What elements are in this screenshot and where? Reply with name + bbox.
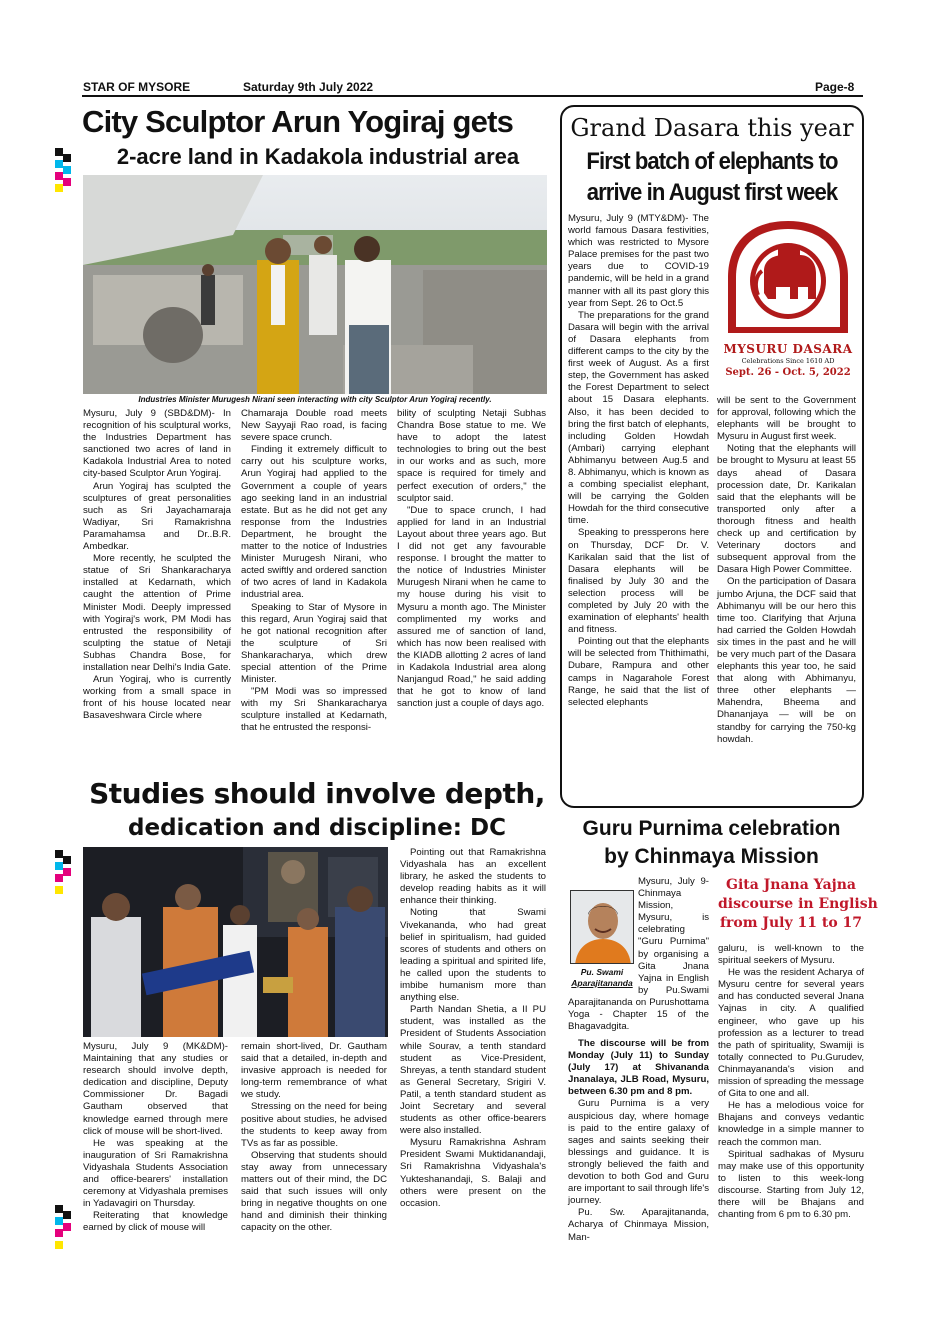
paragraph: bility of sculpting Netaji Subhas Chandra Bose statue to me. We have to adopt the latest technologies to bring out the best in our works and as such, more space is required for timely and perfect execution of orders," the sculptor said. [397, 408, 546, 504]
paragraph: "PM Modi was so impressed with my Sri Shankaracharya sculpture installed at Kedarnath, that he entrusted the responsi- [241, 686, 387, 734]
registration-mark [63, 1211, 71, 1219]
article1-headline-line1: City Sculptor Arun Yogiraj gets [82, 104, 514, 139]
dasara-elephant-emblem [718, 215, 858, 345]
article4-lead [568, 876, 709, 1033]
registration-mark [55, 1217, 63, 1225]
article2-kicker: Grand Dasara this year [570, 114, 854, 142]
paragraph: Pu. Sw. Aparajitananda, Acharya of Chinmaya Mission, Man- [568, 1207, 709, 1243]
dasara-logo-dates: Sept. 26 - Oct. 5, 2022 [725, 367, 851, 378]
paragraph: Parth Nandan Shetia, a II PU student, was installed as the President of Students Association while Sourav, a tenth standard student as Vice-President, Shreyas, a tenth standard student as General Secretary, Srigiri V. Patil, a tenth standard student as Joint Secretary and several students as other office-bearers were also installed. [400, 1004, 546, 1137]
registration-mark [55, 850, 63, 858]
article4-headline-line1: Guru Purnima celebration [582, 817, 841, 840]
paragraph: Pointing out that the elephants will be selected from Thithimathi, Dubare, Rampura and other camps in Nagarahole Forest Range, he said that the list of selected elephants [568, 636, 709, 708]
paragraph: The discourse will be from Monday (July 11) to Sunday (July 17) at Shivananda Jnanalaya, JLB Road, Mysuru, between 6.30 pm and 8 pm. [568, 1038, 709, 1098]
registration-mark [55, 148, 63, 156]
page-number: Page-8 [815, 80, 855, 94]
article3-headline-line1: Studies should involve depth, [89, 777, 545, 810]
paragraph: Reiterating that knowledge earned by click of mouse will [83, 1210, 228, 1234]
highlight-line: Gita Jnana Yajna [726, 877, 856, 893]
header-rule [82, 95, 863, 97]
paragraph: will be sent to the Government for approval, following which the elephants will be brought to Mysuru in August first week. [717, 395, 856, 443]
paragraph: Guru Purnima is a very auspicious day, where homage is paid to the entire galaxy of sages and saints seeking their blessings and guidance. It is strongly believed the faith and devotion to both God and Guru are important to sail through life's journey. [568, 1098, 710, 1207]
article1-photo [83, 175, 547, 394]
article2-column-2 [717, 395, 856, 746]
paragraph: Speaking to Star of Mysore in this regard, Arun Yogiraj said that he got national recognition after the sculpture of Sri Shankaracharya, which drew special attention of the Prime Minister. [241, 601, 387, 686]
paragraph: More recently, he sculpted the statue of Sri Shankaracharya installed at Kedarnath, which caught the attention of Prime Minister Modi. Deeply impressed with Yogiraj's work, PM Modi has entrusted the responsibility of sculpting the statue of Netaji Subhas Chandra Bose, for installation near Delhi's India Gate. [83, 553, 231, 673]
registration-mark [63, 178, 71, 186]
dasara-logo-title: MYSURU DASARA [723, 342, 853, 356]
paragraph: He was the resident Acharya of Mysuru centre for several years and has conducted several Jnana Yajnas in city. A qualified engineer, who gave up his profession as a lecturer to tread the path of spirituality, Swamiji is totally connected to Pu.Gurudev, Chinmayananda's vision and mission of spreading the message of Gita to one and all. [718, 967, 864, 1100]
article2-headline-line1: First batch of elephants to [586, 148, 838, 175]
paragraph: Mysuru, July 9 (MK&DM)- Maintaining that any studies or research should involve depth, dedication and discipline, Deputy Commissioner Dr. Bagadi Gautham observed that knowledge earned through mere click of mouse will be short-lived. [83, 1041, 228, 1137]
paragraph: Mysuru, July 9 (MTY&DM)- The world famous Dasara festivities, which was restricted to Mysore Palace premises for the past two years due to COVID-19 pandemic, will be held in a grand manner with all its past glory this year from Sept. 26 to Oct.5 [568, 213, 709, 309]
paragraph: remain short-lived, Dr. Gautham said that a detailed, in-depth and invasive approach is needed for long-term remembrance of what we study. [241, 1041, 387, 1101]
paragraph: Noting that the elephants will be brought to Mysuru at least 55 days ahead of Dasara procession date, Dr. Karikalan said that the elephants will be transported only after a thorough fitness and health check up and certification by Veterinary doctors and subsequent approval from the Dasara High Power Committee. [717, 443, 856, 576]
registration-mark [55, 1229, 63, 1237]
newspaper-name: STAR OF MYSORE [83, 80, 191, 94]
paragraph: "Due to space crunch, I had applied for land in an Industrial Layout about three years ago. But I did not get any favourable response. I brought the matter to the notice of Industries Minister Murugesh Nirani when he came to my house during his visit to Mysuru a month ago. The Minister complimented my works and assured me of sanction of land, which has now been realised with the KIADB allotting 2 acres of land in Kadakola Industrial area along Nanjangud Road," he said adding that he got to know of land sanction just a couple of days ago. [397, 504, 546, 710]
dasara-logo [718, 215, 858, 385]
article2-column-1 [568, 213, 709, 709]
issue-date: Saturday 9th July 2022 [243, 80, 374, 94]
registration-mark [63, 1223, 71, 1231]
article3-column-3 [400, 847, 546, 1210]
paragraph: He has a melodious voice for Bhajans and conveys vedantic knowledge in a simple manner to reach the common man. [718, 1100, 864, 1148]
paragraph: galuru, is well-known to the spiritual seekers of Mysuru. [718, 943, 864, 967]
article1-photo-caption: Industries Minister Murugesh Nirani seen interacting with city Sculptor Arun Yogiraj recently. [83, 394, 547, 406]
paragraph: On the participation of Dasara jumbo Arjuna, the DCF said that Abhimanyu will be our hero this time too. Clarifying that Arjuna had carried the Golden Howdah six times in the past and he will be very much part of the Dasara elephants this year too, he said that along with Abhimanyu, three other elephants — Mahendra, Bheema and Dhananjaya — will be on standby for carrying the 750-kg howdah. [717, 576, 856, 745]
highlight-line: from July 11 to 17 [719, 915, 863, 931]
paragraph: Observing that students should stay away from unnecessary matters out of their mind, the DC said that such issues will only bring in negative thoughts on one hand and diminish their thinking capacity on the other. [241, 1149, 387, 1234]
article1-column-1 [83, 408, 231, 722]
paragraph: Mysuru Ramakrishna Ashram President Swami Muktidanandaji, Sri Ramakrishna Vidyashala's Yukteshanandaji, S. Balaji and others were present on the occasion. [400, 1137, 546, 1209]
article1-headline-line2: 2-acre land in Kadakola industrial area [116, 144, 520, 169]
article4-highlight-box [718, 876, 878, 940]
registration-mark [55, 862, 63, 870]
registration-mark [55, 184, 63, 192]
paragraph: Arun Yogiraj, who is currently working from a small space in front of his house located near Basaveshwara Circle where [83, 674, 231, 722]
registration-mark [63, 166, 71, 174]
paragraph: Spiritual sadhakas of Mysuru may make use of this opportunity to listen to this week-long discourse. Starting from July 12, there will be Bhajans and chanting from 6 pm to 6.30 pm. [718, 1148, 864, 1221]
article3-column-2 [241, 1041, 387, 1235]
registration-mark [63, 856, 71, 864]
registration-mark [55, 886, 63, 894]
article3-column-1 [83, 1041, 228, 1235]
lead-text: Mysuru, July 9- Chinmaya Mission, Mysuru, is celebrating "Guru Purnima" by organising a Gita Jnana Yajna in English by Pu.Swami Aparajitananda on Purushottama Yoga - Chapter 15 of the Bhagavadgita. [568, 876, 709, 1033]
paragraph: Pointing out that Ramakrishna Vidyashala has an excellent library, he asked the students to develop reading habits as it will enhance their thinking. [400, 847, 546, 907]
portrait-caption-line: Aparajitananda [571, 977, 633, 988]
article4-column-2 [718, 943, 864, 1221]
registration-mark [63, 154, 71, 162]
article1-column-2 [241, 408, 387, 735]
paragraph: Finding it extremely difficult to carry out his sculpture works, Arun Yogiraj had applied to the Government a couple of years ago seeking land in an industrial estate. But as he did not get any response from the Industries Department, he brought the matter to the notice of Industries Minister Murugesh Nirani, who acted swiftly and ordered sanction of two acres of land in Kadakola industrial area. [241, 444, 387, 601]
article2-headline-line2: arrive in August first week [586, 179, 838, 206]
paragraph [568, 876, 709, 1033]
article3-headline-line2: dedication and discipline: DC [128, 815, 506, 841]
registration-mark [55, 874, 63, 882]
paragraph: He was speaking at the inauguration of Sri Ramakrishna Vidyashala Students Association and office-bearers' installation ceremony at Vidyashala premises in Yadavagiri on Thursday. [83, 1137, 228, 1210]
paragraph: Speaking to pressperons here on Thursday, DCF Dr. V. Karikalan said that the list of Dasara elephants will be finalised by July 30 and the selection process will be completed by July 20 with the examination of elephants' health and fitness. [568, 527, 709, 636]
registration-mark [55, 160, 63, 168]
paragraph: Stressing on the need for being positive about studies, he advised the students to keep away from TVs as far as possible. [241, 1101, 387, 1149]
registration-mark [55, 1241, 63, 1249]
paragraph: Chamaraja Double road meets New Sayyaji Rao road, is facing severe space crunch. [241, 408, 387, 444]
article4-column-1 [568, 1038, 709, 1244]
registration-mark [55, 172, 63, 180]
portrait-spacer [568, 890, 638, 996]
paragraph: Mysuru, July 9 (SBD&DM)- In recognition of his sculptural works, the Industries Department has sanctioned two acres of land in Kadakola Industrial Area to noted city-based Sculptor Arun Yogiraj. [83, 408, 231, 480]
article3-photo [83, 847, 388, 1037]
paragraph: Noting that Swami Vivekananda, who had great belief in spiritualism, had guided scores of students and others on leading a spiritual and spirited life, he called upon the students to imbibe humanism more than anything else. [400, 907, 546, 1004]
registration-mark [55, 1205, 63, 1213]
dasara-logo-since: Celebrations Since 1610 AD [741, 357, 835, 365]
portrait-caption-line: Pu. Swami [580, 967, 624, 977]
paragraph: Arun Yogiraj has sculpted the sculptures of great personalities such as Sri Jayachamaraja Wadiyar, Sri Ramakrishna Paramahamsa and Dr..B.R. Ambedkar. [83, 480, 231, 553]
highlight-line: discourse in English [718, 896, 878, 912]
article4-headline-line2: by Chinmaya Mission [604, 845, 819, 868]
article1-column-3 [397, 408, 546, 710]
registration-mark [63, 868, 71, 876]
paragraph: The preparations for the grand Dasara will begin with the arrival of Dasara elephants from different camps to the city by the first week of August. As a first step, the Government has asked the Forest Department to select about 15 Dasara elephants. Also, it has been decided to bring the first batch of elephants, including Golden Howdah (Ambari) carrying elephant Abhimanyu between Aug.5 and 8. Abhimanyu, which is known as a combing specialist elephant, will be carrying the Golden Howdah for the third consecutive time. [568, 309, 709, 527]
